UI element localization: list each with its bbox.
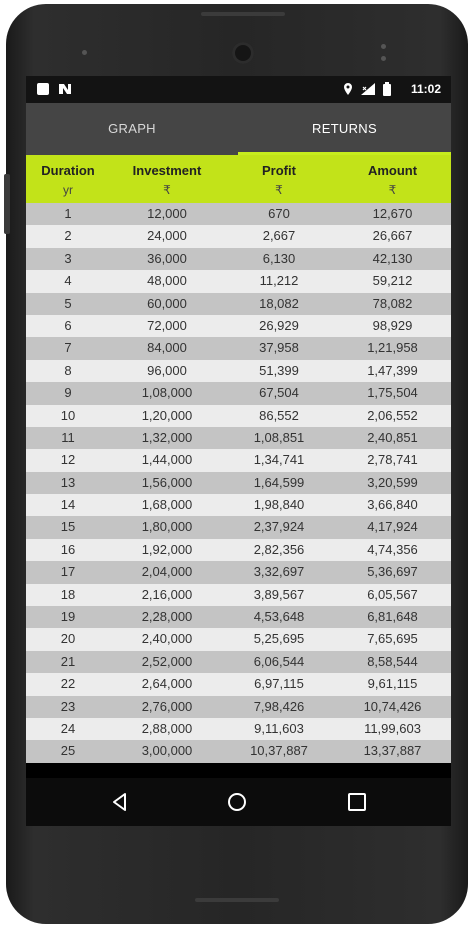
- cell-investment: 48,000: [147, 273, 187, 289]
- signal-icon: [360, 82, 376, 96]
- cell-investment: 1,92,000: [141, 541, 193, 557]
- cell-duration: 13: [60, 474, 76, 490]
- cell-investment: 1,32,000: [141, 429, 193, 445]
- top-speaker: [201, 12, 285, 16]
- cell-duration: 8: [64, 362, 72, 378]
- cell-profit: 3,89,567: [253, 586, 305, 602]
- navigation-bar: [26, 778, 451, 826]
- table-row: [26, 427, 451, 449]
- tab-bar: [26, 103, 451, 155]
- cell-amount: 1,75,504: [367, 385, 418, 401]
- cell-profit: 2,82,356: [253, 541, 305, 557]
- table-row: [26, 516, 451, 538]
- cell-profit: 670: [268, 206, 290, 221]
- cell-duration: 4: [64, 273, 72, 289]
- cell-duration: 3: [64, 250, 72, 266]
- cell-duration: 18: [60, 586, 76, 602]
- table-row: [26, 203, 451, 225]
- cell-investment: 84,000: [147, 340, 187, 356]
- cell-duration: 25: [60, 743, 76, 759]
- cell-investment: 2,64,000: [141, 676, 193, 692]
- cell-amount: 4,74,356: [367, 541, 418, 557]
- screen: [26, 76, 451, 826]
- header-profit-unit: ₹: [275, 183, 283, 197]
- cell-duration: 24: [60, 720, 76, 736]
- cell-investment: 1,20,000: [141, 407, 193, 423]
- cell-profit: 37,958: [259, 340, 299, 356]
- cell-investment: 12,000: [147, 206, 187, 221]
- table-row: [26, 337, 451, 359]
- cell-duration: 22: [60, 676, 76, 692]
- cell-profit: 1,98,840: [253, 497, 305, 513]
- cell-investment: 96,000: [147, 362, 187, 378]
- cell-profit: 7,98,426: [253, 698, 305, 714]
- cell-investment: 1,44,000: [141, 452, 193, 468]
- cell-amount: 42,130: [372, 250, 413, 266]
- cell-duration: 17: [60, 564, 76, 580]
- table-header: [26, 155, 451, 203]
- cell-amount: 5,36,697: [367, 564, 418, 580]
- status-bar: [26, 76, 451, 103]
- home-icon[interactable]: [225, 790, 249, 814]
- cell-profit: 18,082: [259, 295, 299, 311]
- cell-investment: 60,000: [147, 295, 187, 311]
- table-row: [26, 584, 451, 606]
- cell-duration: 20: [60, 631, 76, 647]
- table-row: [26, 248, 451, 270]
- cell-profit: 5,25,695: [253, 631, 305, 647]
- cell-profit: 6,97,115: [254, 676, 304, 692]
- cell-duration: 16: [60, 541, 76, 557]
- cell-profit: 4,53,648: [253, 609, 305, 625]
- tab-graph[interactable]: GRAPH: [108, 121, 156, 136]
- cell-investment: 2,88,000: [141, 720, 193, 736]
- header-duration-unit: yr: [63, 183, 73, 197]
- cell-amount: 7,65,695: [367, 631, 418, 647]
- header-duration: Duration: [41, 163, 95, 178]
- cell-profit: 11,212: [259, 273, 299, 289]
- cell-amount: 59,212: [372, 273, 413, 289]
- cell-duration: 9: [64, 385, 72, 401]
- cell-investment: 2,16,000: [141, 586, 193, 602]
- header-amount-unit: ₹: [388, 183, 397, 197]
- table-row: [26, 494, 451, 516]
- status-time: 11:02: [410, 82, 441, 96]
- table-row: [26, 673, 451, 695]
- cell-amount: 8,58,544: [367, 653, 418, 669]
- cell-amount: 6,81,648: [367, 609, 418, 625]
- cell-duration: 1: [64, 206, 72, 221]
- cell-amount: 2,78,741: [367, 452, 418, 468]
- cell-investment: 36,000: [147, 250, 187, 266]
- cell-amount: 2,40,851: [367, 429, 418, 445]
- cell-amount: 3,66,840: [367, 497, 418, 513]
- table-row: [26, 561, 451, 583]
- returns-table-body: [26, 203, 451, 763]
- notification-app-icon: [58, 82, 74, 96]
- cell-profit: 10,37,887: [250, 743, 308, 759]
- battery-icon: [382, 82, 392, 96]
- table-row: [26, 696, 451, 718]
- cell-duration: 2: [64, 228, 72, 244]
- cell-amount: 12,670: [372, 206, 413, 221]
- cell-profit: 1,64,599: [253, 474, 305, 490]
- cell-investment: 1,08,000: [141, 385, 193, 401]
- cell-duration: 19: [60, 609, 76, 625]
- cell-amount: 98,929: [372, 317, 413, 333]
- cell-investment: 2,28,000: [141, 609, 193, 625]
- table-row: [26, 740, 451, 762]
- table-row: [26, 382, 451, 404]
- cell-amount: 11,99,603: [364, 720, 421, 736]
- header-profit: Profit: [262, 163, 296, 178]
- cell-profit: 86,552: [259, 407, 299, 423]
- cell-investment: 1,80,000: [141, 519, 193, 535]
- cell-amount: 78,082: [372, 295, 413, 311]
- sensor-right-2: [381, 56, 386, 61]
- cell-profit: 9,11,603: [254, 720, 304, 736]
- cell-investment: 1,68,000: [141, 497, 193, 513]
- header-investment-unit: ₹: [163, 183, 171, 197]
- cell-investment: 72,000: [147, 317, 187, 333]
- table-row: [26, 360, 451, 382]
- table-row: [26, 539, 451, 561]
- sensor-right: [381, 44, 386, 49]
- cell-profit: 67,504: [259, 385, 299, 401]
- cell-profit: 51,399: [259, 362, 299, 378]
- table-row: [26, 606, 451, 628]
- cell-duration: 7: [64, 340, 72, 356]
- recent-apps-icon[interactable]: [345, 790, 369, 814]
- cell-amount: 13,37,887: [363, 743, 422, 759]
- table-row: [26, 225, 451, 247]
- cell-investment: 1,56,000: [141, 474, 193, 490]
- table-row: [26, 718, 451, 740]
- bottom-speaker: [195, 898, 279, 902]
- cell-amount: 4,17,924: [367, 519, 418, 535]
- back-icon[interactable]: [108, 790, 132, 814]
- cell-profit: 1,08,851: [253, 429, 305, 445]
- front-camera: [232, 42, 254, 64]
- tab-returns[interactable]: RETURNS: [312, 121, 377, 136]
- cell-duration: 23: [60, 698, 76, 714]
- table-row: [26, 293, 451, 315]
- cell-amount: 10,74,426: [363, 698, 422, 714]
- cell-duration: 14: [60, 497, 76, 513]
- cell-duration: 21: [60, 653, 76, 669]
- cell-amount: 6,05,567: [367, 586, 418, 602]
- cell-amount: 1,47,399: [367, 362, 418, 378]
- cell-investment: 2,76,000: [141, 698, 193, 714]
- location-icon: [342, 82, 354, 96]
- table-row: [26, 449, 451, 471]
- table-row: [26, 405, 451, 427]
- volume-button: [4, 174, 10, 234]
- cell-duration: 15: [60, 519, 76, 535]
- cell-investment: 3,00,000: [141, 743, 193, 759]
- cell-duration: 11: [61, 429, 75, 445]
- cell-profit: 6,06,544: [253, 653, 305, 669]
- cell-profit: 26,929: [259, 317, 299, 333]
- cell-investment: 2,52,000: [141, 653, 193, 669]
- cell-profit: 3,32,697: [253, 564, 305, 580]
- cell-investment: 2,40,000: [141, 631, 193, 647]
- cell-profit: 2,667: [262, 228, 296, 244]
- cell-duration: 12: [60, 452, 76, 468]
- cell-amount: 9,61,115: [367, 676, 418, 692]
- table-row: [26, 651, 451, 673]
- table-row: [26, 270, 451, 292]
- cell-profit: 2,37,924: [253, 519, 305, 535]
- cell-amount: 26,667: [372, 228, 413, 244]
- cell-profit: 6,130: [262, 250, 296, 266]
- cell-duration: 10: [60, 407, 76, 423]
- notification-square-icon: [36, 82, 50, 96]
- cell-profit: 1,34,741: [253, 452, 305, 468]
- sensor-left: [82, 50, 87, 55]
- header-investment: Investment: [132, 163, 202, 178]
- header-amount: Amount: [367, 163, 418, 178]
- cell-duration: 5: [64, 295, 72, 311]
- cell-investment: 24,000: [147, 228, 187, 244]
- table-row: [26, 628, 451, 650]
- cell-amount: 3,20,599: [367, 474, 418, 490]
- table-row: [26, 315, 451, 337]
- cell-duration: 6: [64, 317, 72, 333]
- table-row: [26, 472, 451, 494]
- cell-amount: 2,06,552: [367, 407, 418, 423]
- cell-investment: 2,04,000: [141, 564, 193, 580]
- cell-amount: 1,21,958: [367, 340, 418, 356]
